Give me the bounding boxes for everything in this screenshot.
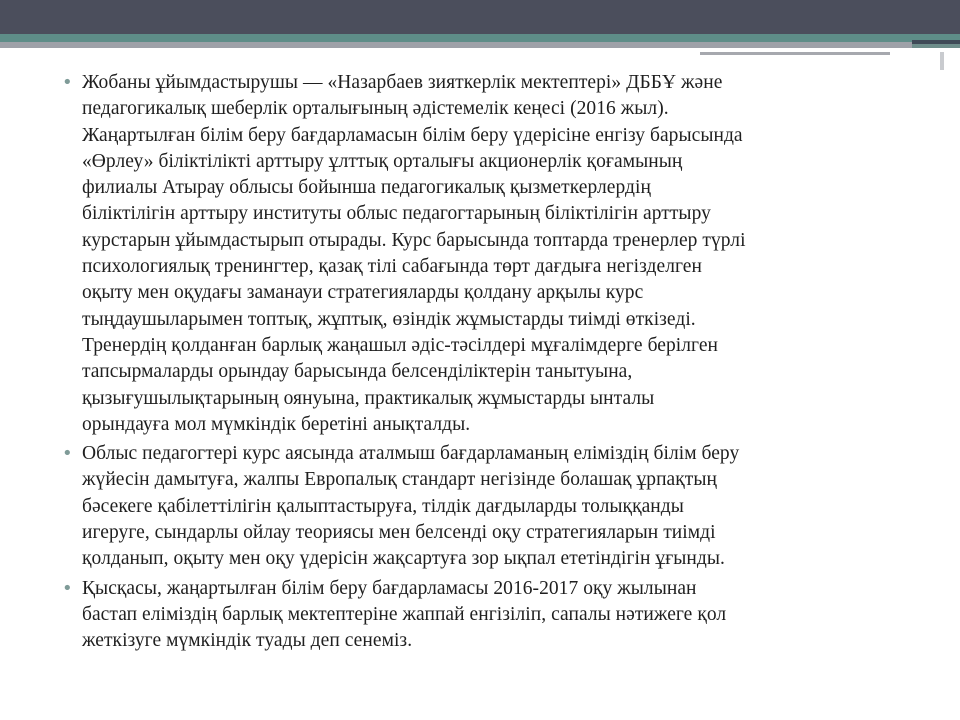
bullet-item — [60, 441, 910, 572]
header-band-teal — [0, 34, 960, 42]
bullet-icon: • — [62, 577, 73, 599]
bullet-item — [60, 576, 910, 655]
bullet-text: Қысқасы, жаңартылған білім беру бағдарламасы 2016-2017 оқу жылынан бастап еліміздің барлық мектептеріне жаппай енгізіліп, сапалы нәтижеге қол жеткізуге мүмкіндік туады деп сенеміз. — [82, 577, 727, 652]
bullet-text: Жобаны ұйымдастырушы — «Назарбаев зияткерлік мектептері» ДББҰ және педагогикалық шеберлік орталығының әдістемелік кеңесі (2016 жыл). Жаңартылған білім беру бағдарламасын білім беру үдерісіне енгізу барысында «Өрлеу» біліктілікті арттыру ұлттық орталығы акционерлік қоғамының филиалы Атырау облысы бойынша педагогикалық қызметкерлердің біліктілігін арттыру институты облыс педагогтарының біліктілігін арттыру курстарын ұйымдастырып отырады. Курс барысында топтарда тренерлер түрлі психологиялық тренингтер, қазақ тілі сабағында төрт дағдыға негізделген оқыту мен оқудағы заманауи стратегияларды қолдану арқылы курс тыңдаушыларымен топтық, жұптық, өзіндік жұмыстарды тиімді өткізеді. Тренердің қолданған барлық жаңашыл әдіс-тәсілдері мұғалімдерге берілген тапсырмаларды орындау барысында белсенділіктерін танытуына, қызығушылықтарының оянуына, практикалық жұмыстарды ынталы орындауға мол мүмкіндік беретіні анықталды. — [82, 72, 746, 435]
bullet-icon: • — [62, 443, 73, 465]
bullet-text: Облыс педагогтері курс аясында аталмыш бағдарламаның еліміздің білім беру жүйесін дамытуға, жалпы Европалық стандарт негізінде болашақ ұрпақтың бәсекеге қабілеттілігін қалыптастыруға, тілдік дағдыларды толыққанды игеруге, сындарлы ойлау теориясы мен белсенді оқу стратегияларын тиімді қолданып, оқыту мен оқу үдерісін жақсартуға зор ықпал ететіндігін ұғынды. — [82, 443, 740, 570]
header-accent-teal — [912, 44, 960, 48]
slide-body — [60, 70, 910, 658]
bullet-list — [60, 70, 910, 655]
header-accent-stub — [940, 52, 944, 70]
header-band-dark — [0, 0, 960, 34]
bullet-icon: • — [62, 72, 73, 93]
header-band-gray — [0, 42, 960, 48]
bullet-item — [60, 70, 910, 438]
header-accent-line — [700, 52, 890, 55]
